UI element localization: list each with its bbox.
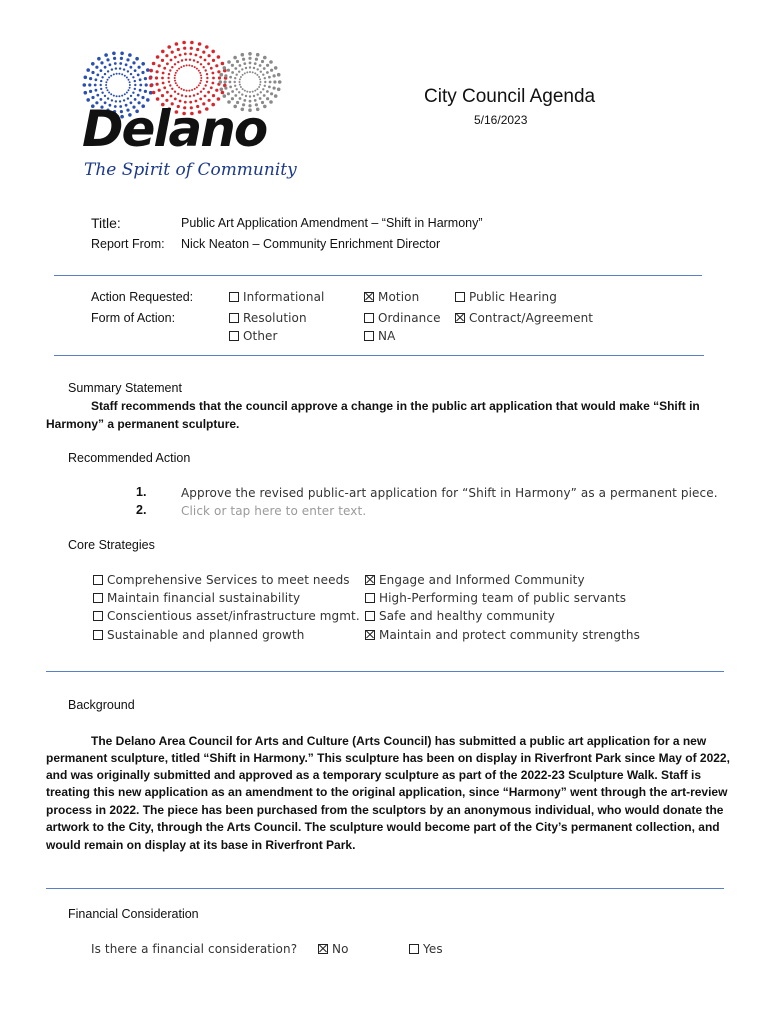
checkbox-icon (93, 593, 103, 603)
checked-box-icon (365, 575, 375, 585)
summary-line-2: Harmony” a permanent sculpture. (46, 417, 240, 431)
checkbox-icon (93, 575, 103, 585)
rec-num-2: 2. (136, 503, 147, 517)
strategy-asset-infrastructure[interactable]: Conscientious asset/infrastructure mgmt. (93, 609, 360, 623)
background-line-3: and was originally submitted and approved as a temporary sculpture as part of the 2022-23 Sculpture Walk. Staff is (46, 768, 702, 782)
financial-question: Is there a financial consideration? (91, 942, 298, 956)
background-line-7: would remain on display at its base in Riverfront Park. (46, 838, 356, 852)
background-line-2: permanent sculpture, titled “Shift in Harmony.” This sculpture has been on display in Riverfront Park since May of 2022, (46, 751, 730, 765)
financial-option-yes[interactable]: Yes (409, 942, 443, 956)
strategy-engaged-community[interactable]: Engage and Informed Community (365, 573, 585, 587)
strategy-planned-growth[interactable]: Sustainable and planned growth (93, 628, 304, 642)
background-line-4: treating this new application as an amendment to the original application, since “Harmony” went through the art-review (46, 785, 728, 799)
divider (54, 355, 704, 356)
strategy-high-performing-team[interactable]: High-Performing team of public servants (365, 591, 626, 605)
divider (46, 671, 724, 672)
background-line-6: artwork to the City, through the Arts Council. The sculpture would become part of the City’s permanent collection, and (46, 820, 720, 834)
title-value: Public Art Application Amendment – “Shift in Harmony” (181, 216, 483, 230)
financial-heading: Financial Consideration (68, 907, 199, 921)
checkbox-icon (365, 611, 375, 621)
background-heading: Background (68, 698, 135, 712)
checkbox-icon (364, 313, 374, 323)
option-contract-agreement[interactable]: Contract/Agreement (455, 311, 593, 325)
rec-num-1: 1. (136, 485, 147, 499)
option-other[interactable]: Other (229, 329, 278, 343)
strategy-comprehensive-services[interactable]: Comprehensive Services to meet needs (93, 573, 350, 587)
checkbox-icon (409, 944, 419, 954)
checkbox-icon (365, 593, 375, 603)
checkbox-icon (229, 331, 239, 341)
report-from-label: Report From: (91, 237, 165, 251)
option-motion[interactable]: Motion (364, 290, 419, 304)
strategy-safe-healthy[interactable]: Safe and healthy community (365, 609, 555, 623)
report-from-value: Nick Neaton – Community Enrichment Director (181, 237, 441, 251)
rec-item-2-placeholder[interactable]: Click or tap here to enter text. (181, 504, 367, 518)
financial-option-no[interactable]: No (318, 942, 349, 956)
background-line-5: process in 2022. The piece has been purchased from the sculptors by an anonymous individual, who would donate the (46, 803, 724, 817)
checkbox-icon (229, 292, 239, 302)
summary-heading: Summary Statement (68, 381, 182, 395)
option-na[interactable]: NA (364, 329, 395, 343)
strategy-financial-sustainability[interactable]: Maintain financial sustainability (93, 591, 300, 605)
checked-box-icon (318, 944, 328, 954)
checkbox-icon (93, 630, 103, 640)
option-public-hearing[interactable]: Public Hearing (455, 290, 557, 304)
recommended-heading: Recommended Action (68, 451, 191, 465)
checkbox-icon (364, 331, 374, 341)
agenda-date: 5/16/2023 (474, 113, 528, 127)
background-line-1: The Delano Area Council for Arts and Culture (Arts Council) has submitted a public art application for a new (91, 734, 707, 748)
strategies-heading: Core Strategies (68, 538, 155, 552)
divider (54, 275, 702, 276)
checked-box-icon (364, 292, 374, 302)
option-informational[interactable]: Informational (229, 290, 324, 304)
logo-wordmark: Delano (82, 100, 267, 158)
checkbox-icon (229, 313, 239, 323)
logo-tagline: The Spirit of Community (84, 160, 297, 180)
rec-item-1: Approve the revised public-art application for “Shift in Harmony” as a permanent piece. (181, 486, 718, 500)
divider (46, 888, 724, 889)
checked-box-icon (455, 313, 465, 323)
strategy-community-strengths[interactable]: Maintain and protect community strengths (365, 628, 640, 642)
checkbox-icon (93, 611, 103, 621)
summary-line-1: Staff recommends that the council approve a change in the public art application that would make “Shift in (91, 399, 700, 413)
title-label: Title: (91, 215, 121, 231)
checked-box-icon (365, 630, 375, 640)
option-resolution[interactable]: Resolution (229, 311, 307, 325)
checkbox-icon (455, 292, 465, 302)
form-of-action-label: Form of Action: (91, 311, 176, 325)
agenda-title: City Council Agenda (424, 86, 596, 107)
option-ordinance[interactable]: Ordinance (364, 311, 441, 325)
action-requested-label: Action Requested: (91, 290, 194, 304)
